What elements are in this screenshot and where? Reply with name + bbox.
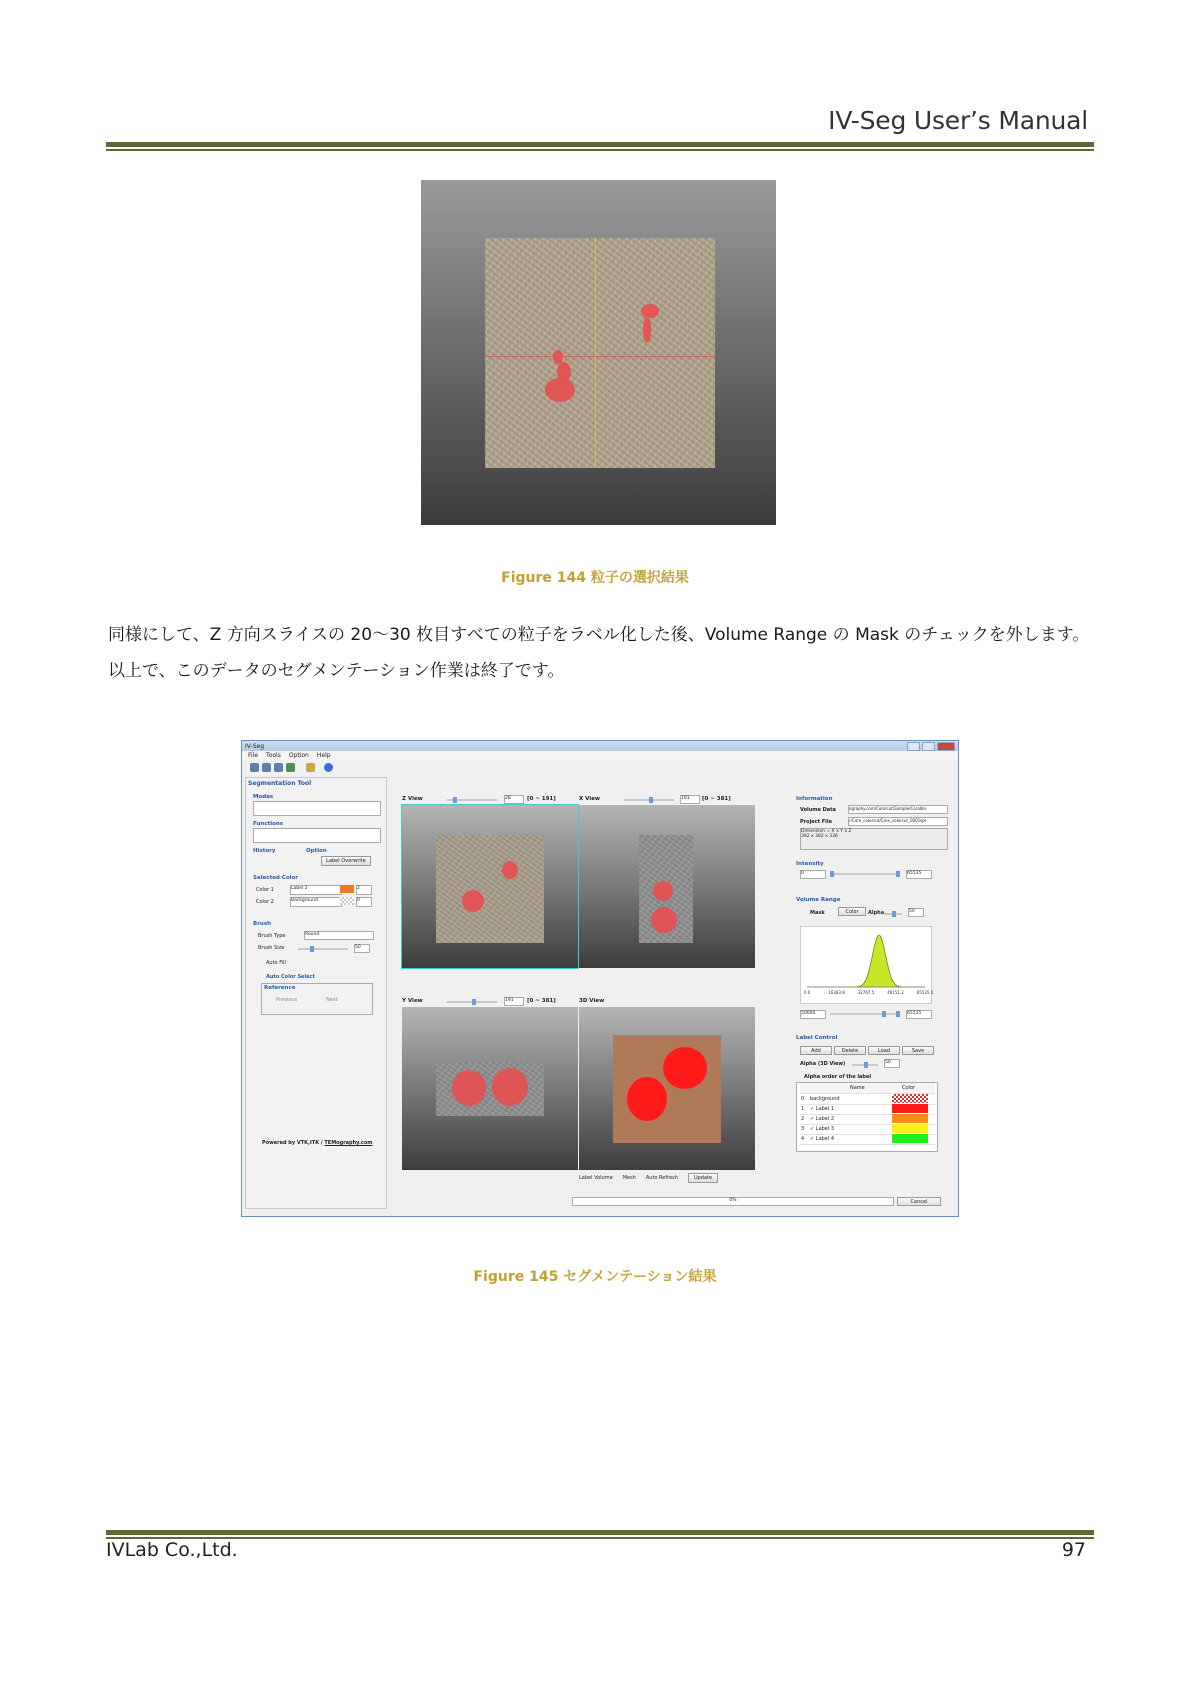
label-row[interactable] xyxy=(800,1134,935,1145)
brush-size-label: Brush Size xyxy=(258,945,285,951)
x-view-label: X View xyxy=(579,796,601,802)
alpha-value[interactable]: 50 xyxy=(908,908,924,917)
z-slice-slider[interactable] xyxy=(447,799,497,801)
histogram-area xyxy=(807,935,925,987)
color1-label: Color 1 xyxy=(256,887,274,893)
load-button[interactable]: Load xyxy=(868,1046,900,1055)
functions-toolbar xyxy=(253,828,381,843)
particle-label xyxy=(502,861,518,879)
mask-checkbox[interactable]: Mask xyxy=(810,910,825,916)
figure-144-image xyxy=(421,180,776,525)
delete-button[interactable]: Delete xyxy=(834,1046,866,1055)
label-color-swatch[interactable] xyxy=(892,1094,928,1103)
footer-company: IVLab Co.,Ltd. xyxy=(106,1539,238,1561)
histogram-tick-label: 0.0 xyxy=(803,990,811,995)
save-button[interactable]: Save xyxy=(902,1046,934,1055)
intensity-slider[interactable] xyxy=(830,873,900,875)
add-button[interactable]: Add xyxy=(800,1046,832,1055)
histogram-tick-label: 49151.2 xyxy=(887,990,904,995)
z-slice-range: [0 ~ 191] xyxy=(527,796,556,802)
particle-mesh xyxy=(663,1047,707,1089)
save-icon[interactable] xyxy=(262,763,271,772)
z-slice-value[interactable]: 28 xyxy=(504,795,524,804)
y-view[interactable] xyxy=(402,1007,578,1170)
label-color-swatch[interactable] xyxy=(892,1124,928,1133)
option-heading: Option xyxy=(306,848,327,854)
z-view-label: Z View xyxy=(402,796,423,802)
mesh-radio[interactable]: Mesh xyxy=(622,1175,636,1181)
window-titlebar xyxy=(242,741,958,751)
label-name: ✓ Label 3 xyxy=(810,1126,835,1132)
label-index: 1 xyxy=(801,1106,805,1112)
volume-data-label: Volume Data xyxy=(800,807,836,813)
color-column-header: Color xyxy=(902,1085,916,1091)
histogram-svg xyxy=(801,927,934,1003)
alpha-3d-slider[interactable] xyxy=(852,1064,878,1066)
name-column-header: Name xyxy=(850,1085,865,1091)
header-rule xyxy=(106,142,1094,151)
next-radio[interactable]: Next xyxy=(326,997,338,1003)
project-file-field[interactable]: r/Core_colorcut/Core_colorcut_0001spr xyxy=(848,817,948,826)
brush-type-select[interactable]: Round xyxy=(304,931,374,940)
footer-rule xyxy=(106,1530,1094,1539)
color1-select[interactable]: Label 2 xyxy=(290,885,342,895)
segmentation-tool-panel xyxy=(245,777,387,1209)
selected-color-heading: Selected Color xyxy=(253,875,298,881)
body-line-2: 以上で、このデータのセグメンテーション作業は終了です。 xyxy=(108,661,565,681)
color2-label: Color 2 xyxy=(256,899,274,905)
brush-type-label: Brush Type xyxy=(258,933,286,939)
volume-data-field[interactable]: ography.com/Colorcut/Sample/Coralbn xyxy=(848,805,948,814)
y-slice-slider[interactable] xyxy=(447,1001,497,1003)
export-icon[interactable] xyxy=(286,763,295,772)
figure-145-screenshot xyxy=(241,740,959,1217)
menu-help[interactable]: Help xyxy=(316,752,331,759)
figure-145-caption: Figure 145 セグメンテーション結果 xyxy=(473,1269,717,1285)
info-icon[interactable] xyxy=(324,763,333,772)
particle-mesh xyxy=(627,1077,667,1121)
particle-label xyxy=(492,1068,528,1106)
cursor-vertical-line xyxy=(595,238,596,468)
range-slider[interactable] xyxy=(830,1013,900,1015)
auto-color-select-checkbox[interactable]: Auto Color Select xyxy=(266,974,315,980)
temography-link[interactable]: TEMography.com xyxy=(324,1140,373,1146)
figure-144-caption: Figure 144 粒子の選択結果 xyxy=(501,570,689,586)
functions-heading: Functions xyxy=(253,821,284,827)
brush-size-value[interactable]: 50 xyxy=(354,944,370,953)
slice-texture xyxy=(485,238,715,468)
alpha-3d-label: Alpha (3D View) xyxy=(800,1061,846,1067)
x-slice-slider[interactable] xyxy=(624,799,674,801)
menu-tools[interactable]: Tools xyxy=(266,752,281,759)
y-view-label: Y View xyxy=(402,998,423,1004)
particle-label xyxy=(462,890,484,912)
volume-range-heading: Volume Range xyxy=(796,897,841,903)
label-table-header xyxy=(800,1083,935,1094)
auto-refresh-checkbox[interactable]: Auto Refresh xyxy=(645,1175,678,1181)
intensity-heading: Intensity xyxy=(796,861,824,867)
label-name: ✓ Label 2 xyxy=(810,1116,835,1122)
modes-toolbar xyxy=(253,801,381,816)
dimension-box xyxy=(800,828,948,850)
label-color-swatch[interactable] xyxy=(892,1134,928,1143)
manual-icon[interactable] xyxy=(306,763,315,772)
menu-file[interactable]: File xyxy=(248,752,259,759)
3d-view-label: 3D View xyxy=(579,998,605,1004)
minimize-button[interactable] xyxy=(907,742,920,751)
project-file-label: Project File xyxy=(800,819,832,825)
x-slice-value[interactable]: 191 xyxy=(680,795,700,804)
powered-by-text xyxy=(262,1140,372,1146)
histogram-tick-label: 65535.0 xyxy=(916,990,934,995)
particle-highlight xyxy=(641,304,659,318)
panel-title: Segmentation Tool xyxy=(248,780,312,787)
z-slice-texture xyxy=(436,835,544,943)
3d-controls xyxy=(579,1173,755,1183)
label-control-heading: Label Control xyxy=(796,1035,838,1041)
histogram-tick-label: 16383.8 xyxy=(828,990,845,995)
label-name: ✓ Label 1 xyxy=(810,1106,835,1112)
label-overwrite-button[interactable]: Label Overwrite xyxy=(321,856,371,866)
menu-option[interactable]: Option xyxy=(288,752,309,759)
y-slice-range: [0 ~ 381] xyxy=(527,998,556,1004)
color-button[interactable]: Color xyxy=(838,907,866,916)
close-button[interactable] xyxy=(937,742,955,751)
histogram-tick-label: 32767.5 xyxy=(857,990,875,995)
previous-radio[interactable]: Previous xyxy=(276,997,298,1003)
label-table xyxy=(796,1082,938,1152)
manual-title: IV-Seg User’s Manual xyxy=(828,106,1088,135)
update-button[interactable]: Update xyxy=(688,1173,718,1183)
auto-fill-checkbox[interactable]: Auto Fill xyxy=(266,960,286,966)
window-title: IV-Seg xyxy=(245,742,264,750)
cursor-horizontal-line xyxy=(485,356,715,357)
color2-swatch xyxy=(340,897,354,905)
y-slice-texture xyxy=(436,1062,544,1116)
y-slice-value[interactable]: 191 xyxy=(504,997,524,1006)
intensity-max[interactable]: 65535 xyxy=(906,870,932,879)
volume-render xyxy=(613,1035,721,1143)
particle-label xyxy=(452,1070,486,1106)
dimension-value: 382 x 382 x 336 xyxy=(801,834,838,839)
color2-number[interactable]: 0 xyxy=(356,897,372,907)
modes-heading: Modes xyxy=(253,794,274,800)
label-index: 2 xyxy=(801,1116,805,1122)
alpha-slider[interactable] xyxy=(884,913,902,915)
x-view[interactable] xyxy=(579,805,755,968)
color2-select[interactable]: Background xyxy=(290,897,342,907)
intensity-min[interactable]: 0 xyxy=(800,870,826,879)
dimension-label: Dimension = X x Y x Z xyxy=(801,829,852,834)
information-heading: Information xyxy=(796,796,833,802)
alpha-order-checkbox[interactable]: Alpha order of the label xyxy=(804,1074,872,1080)
menu-bar xyxy=(242,751,958,760)
open-icon[interactable] xyxy=(250,763,259,772)
save-as-icon[interactable] xyxy=(274,763,283,772)
particle-highlight xyxy=(643,318,651,342)
label-index: 0 xyxy=(801,1096,805,1102)
histogram-chart xyxy=(800,926,932,1004)
brush-heading: Brush xyxy=(253,921,272,927)
brush-size-slider[interactable] xyxy=(298,948,348,950)
label-color-swatch[interactable] xyxy=(892,1114,928,1123)
history-heading: History xyxy=(253,848,276,854)
cancel-button[interactable]: Cancel xyxy=(897,1197,941,1206)
maximize-button[interactable] xyxy=(922,742,935,751)
powered-by-label: Powered by VTK,ITK / xyxy=(262,1140,325,1146)
alpha-label: Alpha xyxy=(868,910,885,916)
particle-highlight xyxy=(545,378,575,402)
particle-label xyxy=(651,907,677,933)
reference-heading: Reference xyxy=(264,985,296,991)
label-name: ✓ Label 4 xyxy=(810,1136,835,1142)
progress-bar: 0% xyxy=(572,1197,894,1206)
z-view[interactable] xyxy=(402,805,578,968)
label-name: background xyxy=(810,1096,840,1102)
3d-view[interactable] xyxy=(579,1007,755,1170)
x-slice-range: [0 ~ 381] xyxy=(702,796,731,802)
range-min[interactable]: 50000 xyxy=(800,1010,826,1019)
label-index: 4 xyxy=(801,1136,805,1142)
particle-highlight xyxy=(557,362,571,382)
label-index: 3 xyxy=(801,1126,805,1132)
alpha-3d-value[interactable]: 50 xyxy=(884,1059,900,1068)
color1-number[interactable]: 2 xyxy=(356,885,372,895)
particle-highlight xyxy=(553,350,563,364)
x-slice-texture xyxy=(639,835,693,943)
label-color-swatch[interactable] xyxy=(892,1104,928,1113)
body-line-1: 同様にして、Z 方向スライスの 20～30 枚目すべての粒子をラベル化した後、Volume Range の Mask のチェックを外します。 xyxy=(108,625,1090,645)
particle-label xyxy=(653,881,673,901)
range-max[interactable]: 65535 xyxy=(906,1010,932,1019)
color1-swatch xyxy=(340,885,354,893)
label-volume-radio[interactable]: Label Volume xyxy=(579,1175,613,1181)
toolbar xyxy=(242,760,958,774)
page-number: 97 xyxy=(1061,1539,1086,1561)
